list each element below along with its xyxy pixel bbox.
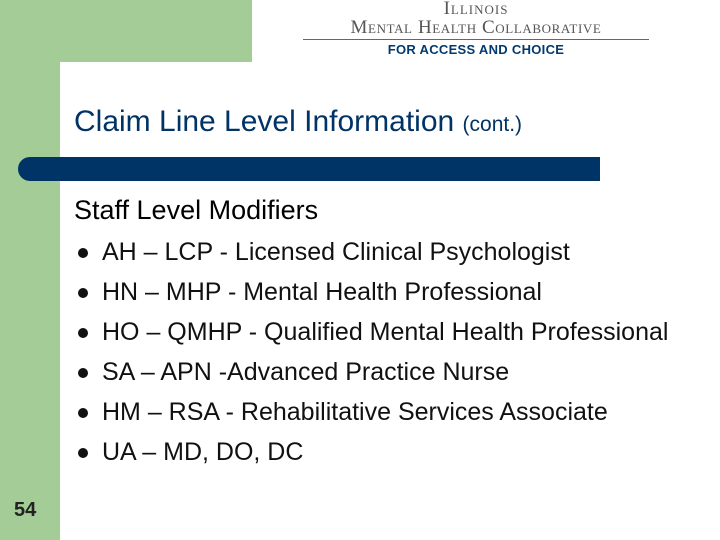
logo-tagline: FOR ACCESS AND CHOICE	[387, 42, 565, 57]
bullet-icon	[78, 448, 88, 458]
logo-line-illinois: Illinois	[443, 0, 509, 19]
list-item-text: HO – QMHP - Qualified Mental Health Professional	[102, 318, 669, 346]
list-item-text: HN – MHP - Mental Health Professional	[102, 278, 542, 306]
title-underline-bar	[18, 157, 600, 181]
list-item	[76, 436, 716, 469]
slide-title-main: Claim Line Level Information	[74, 105, 455, 138]
list-item	[76, 276, 716, 309]
bullet-icon	[78, 368, 88, 378]
list-item	[76, 356, 716, 389]
list-item	[76, 316, 716, 349]
modifier-list	[76, 236, 716, 476]
page-number: 54	[14, 499, 37, 521]
list-item	[76, 236, 716, 269]
top-accent-band	[0, 0, 252, 62]
list-item-text: SA – APN -Advanced Practice Nurse	[102, 358, 510, 386]
bullet-icon	[78, 328, 88, 338]
list-item-text: UA – MD, DO, DC	[102, 438, 304, 466]
list-item-text: AH – LCP - Licensed Clinical Psychologist	[102, 238, 570, 266]
logo-line-collaborative: Mental Health Collaborative	[350, 17, 602, 38]
slide-title-suffix: (cont.)	[462, 113, 523, 136]
list-item-text: HM – RSA - Rehabilitative Services Associate	[102, 398, 608, 426]
slide-title	[74, 100, 714, 147]
bullet-icon	[78, 248, 88, 258]
bullet-icon	[78, 288, 88, 298]
section-heading: Staff Level Modifiers	[74, 195, 319, 225]
list-item	[76, 396, 716, 429]
organization-logo	[296, 0, 656, 62]
left-accent-band	[0, 0, 60, 540]
logo-divider	[303, 39, 649, 40]
bullet-icon	[78, 408, 88, 418]
